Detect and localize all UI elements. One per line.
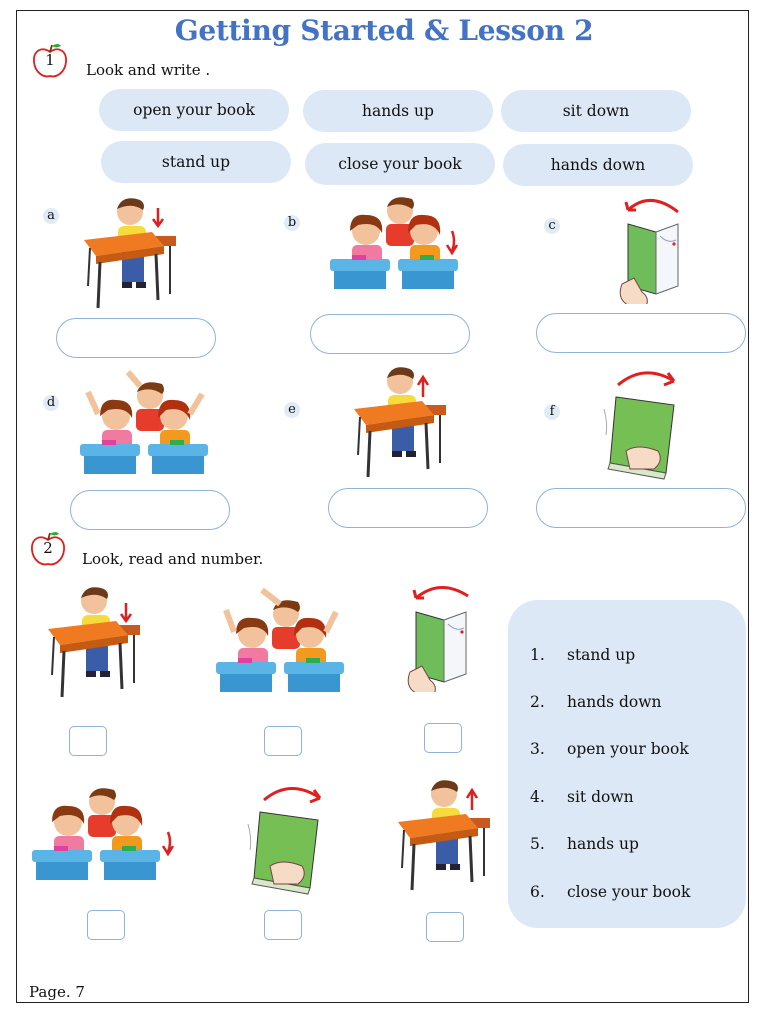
picture-letter: c — [544, 218, 560, 234]
number-box[interactable] — [264, 726, 302, 756]
curved-arrow-icon — [264, 788, 320, 802]
answer-field-a[interactable] — [56, 318, 216, 358]
list-item: 6. close your book — [530, 883, 691, 901]
picture-letter: f — [544, 404, 560, 420]
phrase-pill: hands up — [303, 90, 493, 132]
phrase-pill: open your book — [99, 89, 289, 131]
close-book-illustration — [246, 780, 330, 895]
page-number: Page. 7 — [29, 983, 85, 1001]
page-title: Getting Started & Lesson 2 — [174, 14, 594, 47]
close-book-illustration — [602, 365, 686, 480]
list-item: 1. stand up — [530, 646, 636, 664]
phrase-pill: hands down — [503, 144, 693, 186]
answer-field-b[interactable] — [310, 314, 470, 354]
apple-number-badge — [29, 530, 67, 568]
picture-letter: d — [43, 395, 59, 411]
answer-field-c[interactable] — [536, 313, 746, 353]
open-book-illustration — [404, 580, 476, 692]
list-item: 2. hands down — [530, 693, 662, 711]
phrase-pill: sit down — [501, 90, 691, 132]
hands-up-illustration — [78, 368, 218, 478]
stand-up-illustration — [352, 365, 452, 483]
number-box[interactable] — [264, 910, 302, 940]
number-box[interactable] — [424, 723, 462, 753]
section-instruction: Look and write . — [86, 61, 211, 79]
numbered-phrase-list — [508, 600, 746, 928]
number-box[interactable] — [426, 912, 464, 942]
phrase-pill: stand up — [101, 141, 291, 183]
section-instruction: Look, read and number. — [82, 550, 264, 568]
answer-field-e[interactable] — [328, 488, 488, 528]
arrow-up-icon — [418, 377, 428, 397]
list-item: 3. open your book — [530, 740, 689, 758]
sit-down-illustration — [46, 585, 146, 703]
number-box[interactable] — [69, 726, 107, 756]
picture-letter: a — [43, 208, 59, 224]
hands-down-illustration — [328, 195, 463, 295]
stand-up-illustration — [396, 778, 496, 896]
phrase-pill: close your book — [305, 143, 495, 185]
sit-down-illustration — [82, 196, 182, 314]
picture-letter: b — [284, 215, 300, 231]
curved-arrow-icon — [626, 200, 678, 212]
picture-letter: e — [284, 402, 300, 418]
curved-arrow-icon — [618, 373, 674, 385]
section-number: 2 — [43, 539, 53, 557]
hands-down-illustration — [30, 786, 180, 891]
answer-field-f[interactable] — [536, 488, 746, 528]
open-book-illustration — [616, 192, 688, 304]
list-item: 4. sit down — [530, 788, 634, 806]
list-item: 5. hands up — [530, 835, 639, 853]
arrow-up-icon — [467, 790, 477, 810]
arrow-down-icon — [447, 231, 457, 253]
apple-number-badge — [31, 42, 69, 80]
arrow-down-icon — [153, 208, 163, 226]
section-number: 1 — [45, 51, 55, 69]
number-box[interactable] — [87, 910, 125, 940]
answer-field-d[interactable] — [70, 490, 230, 530]
arrow-down-icon — [163, 832, 173, 854]
curved-arrow-icon — [414, 587, 468, 598]
hands-up-illustration — [214, 586, 354, 696]
arrow-down-icon — [121, 603, 131, 621]
